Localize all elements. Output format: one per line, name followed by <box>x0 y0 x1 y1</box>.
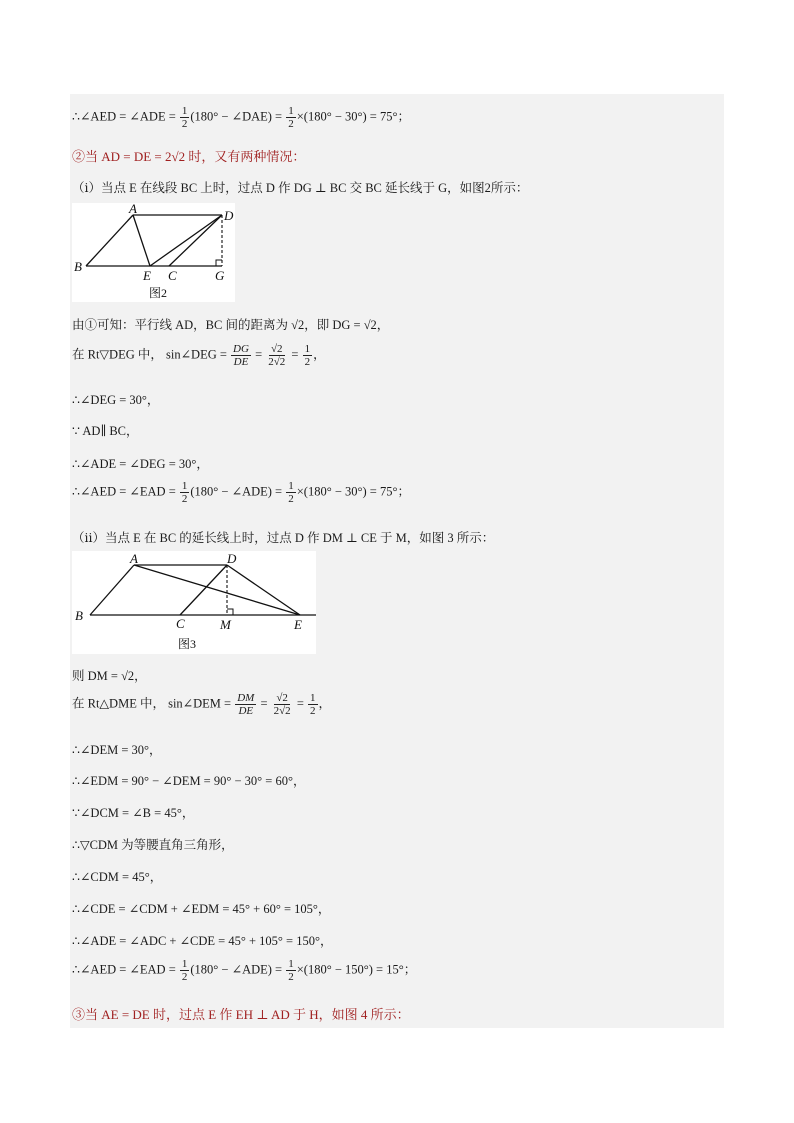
text-line-16: ∴▽CDM 为等腰直角三角形， <box>72 838 234 852</box>
equation-line-1: ∴∠AED = ∠ADE = $\frac{1}{2}$ (180° − ∠DAE) = $\frac{1}{2}$ ×(180° − 30°) = 75°； <box>72 105 410 130</box>
text-line-7: ∵ AD∥ BC， <box>72 424 139 438</box>
text-line-17: ∴∠CDM = 45°， <box>72 870 163 884</box>
label-A: A <box>129 203 137 216</box>
label-B: B <box>74 259 82 274</box>
text-line-4: 由①可知：平行线 AD，BC 间的距离为 √2，即 DG = √2， <box>72 318 390 332</box>
label-C: C <box>168 268 177 283</box>
figure-3 <box>72 551 316 654</box>
subcase-i-heading: （ⅰ）当点 E 在线段 BC 上时，过点 D 作 DG ⊥ BC 交 BC 延长线于 G，如图2所示： <box>72 181 529 195</box>
text-line-14: ∴∠EDM = 90° − ∠DEM = 90° − 30° = 60°， <box>72 774 306 788</box>
case-3-heading: ③当 AE = DE 时，过点 E 作 EH ⊥ AD 于 H，如图 4 所示： <box>72 1007 410 1022</box>
label-M: M <box>220 617 231 632</box>
text-line-11: 则 DM = √2， <box>72 669 147 683</box>
equation-line-9: ∴∠AED = ∠EAD = $\frac{1}{2}$ (180° − ∠ADE) = $\frac{1}{2}$ ×(180° − 30°) = 75°； <box>72 480 410 505</box>
text-line-13: ∴∠DEM = 30°， <box>72 743 162 757</box>
label-D: D <box>224 208 234 223</box>
case-2-heading: ②当 AD = DE = 2√2 时，又有两种情况： <box>72 149 306 164</box>
text-line-18: ∴∠CDE = ∠CDM + ∠EDM = 45° + 60° = 105°， <box>72 902 331 916</box>
label-G: G <box>215 268 225 283</box>
equation-line-12: 在 Rt△DME 中， sin∠DEM = $\frac{DM}{DE}$ = $\frac{√2}{2√2}$ = $\frac{1}{2}$ ， <box>72 692 332 717</box>
text-line-8: ∴∠ADE = ∠DEG = 30°， <box>72 457 209 471</box>
figure-3-caption: 图3 <box>178 637 197 651</box>
label-D: D <box>227 551 237 566</box>
label-A: A <box>130 551 138 566</box>
text-line-19: ∴∠ADE = ∠ADC + ∠CDE = 45° + 105° = 150°， <box>72 934 333 948</box>
label-B: B <box>75 608 83 623</box>
text-line-6: ∴∠DEG = 30°， <box>72 393 160 407</box>
text-line-15: ∵∠DCM = ∠B = 45°， <box>72 806 195 820</box>
label-C: C <box>176 616 185 631</box>
label-E: E <box>294 617 302 632</box>
equation-line-5: 在 Rt▽DEG 中， sin∠DEG = $\frac{DG}{DE}$ = $\frac{√2}{2√2}$ = $\frac{1}{2}$ ， <box>72 343 326 368</box>
figure-2 <box>72 203 235 302</box>
subcase-ii-heading: （ⅱ）当点 E 在 BC 的延长线上时，过点 D 作 DM ⊥ CE 于 M，如图 3 所示： <box>72 531 495 545</box>
label-E: E <box>143 268 151 283</box>
figure-2-caption: 图2 <box>149 286 168 300</box>
equation-line-20: ∴∠AED = ∠EAD = $\frac{1}{2}$ (180° − ∠ADE) = $\frac{1}{2}$ ×(180° − 150°) = 15°； <box>72 958 417 983</box>
